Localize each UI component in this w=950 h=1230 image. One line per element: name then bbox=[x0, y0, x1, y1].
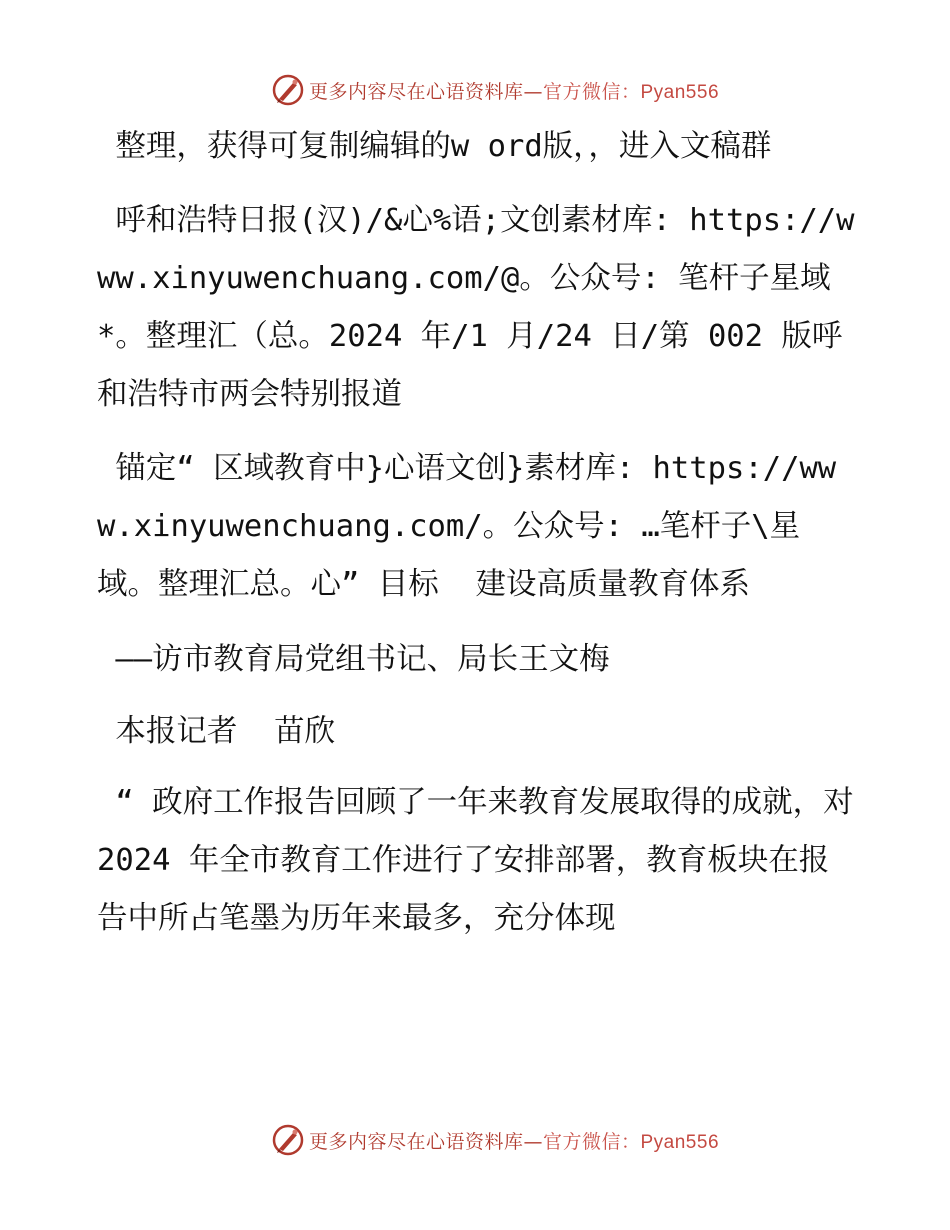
document-body bbox=[97, 118, 872, 948]
footer-watermark bbox=[0, 1120, 950, 1160]
watermark-main: 更多内容尽在心语资料库 bbox=[308, 1130, 524, 1153]
article-title: 锚定“ 区域教育中}心语文创}素材库: https://www.xinyuwenchuang.com/。公众号: …笔杆子\星域。整理汇总。心” 目标 建设高质量教育体系 bbox=[97, 451, 837, 602]
article-byline: 本报记者 苗欣 bbox=[97, 714, 336, 749]
wechat-id: Pyan556 bbox=[640, 81, 720, 103]
watermark-main: 更多内容尽在心语资料库 bbox=[308, 80, 524, 103]
paragraph-body: “ 政府工作报告回顾了一年来教育发展取得的成就，对 2024 年全市教育工作进行了安排部署，教育板块在报告中所占笔墨为历年来最多，充分体现 bbox=[97, 785, 872, 936]
wechat-label: 官方微信： bbox=[542, 1130, 641, 1153]
paragraph-intro: 整理，获得可复制编辑的w ord版，，进入文稿群 bbox=[97, 129, 772, 164]
wechat-label: 官方微信： bbox=[542, 80, 641, 103]
header-watermark bbox=[0, 70, 950, 110]
pen-logo-icon bbox=[271, 1123, 305, 1157]
watermark-dash: — bbox=[523, 80, 543, 103]
watermark-text-bottom bbox=[309, 1127, 719, 1154]
watermark-group-bottom bbox=[271, 1123, 719, 1157]
paragraph-source-info: 呼和浩特日报(汉)/&心%语;文创素材库: https://www.xinyuwenchuang.com/@。公众号: 笔杆子星域*。整理汇（总。2024 年/1 月/24 日/第 002 版呼和浩特市两会特别报道 bbox=[97, 203, 855, 412]
watermark-group bbox=[271, 73, 719, 107]
watermark-text bbox=[309, 77, 719, 104]
article-subtitle: ——访市教育局党组书记、局长王文梅 bbox=[97, 642, 610, 677]
wechat-id: Pyan556 bbox=[640, 1131, 720, 1153]
pen-logo-icon bbox=[271, 73, 305, 107]
watermark-dash: — bbox=[523, 1130, 543, 1153]
